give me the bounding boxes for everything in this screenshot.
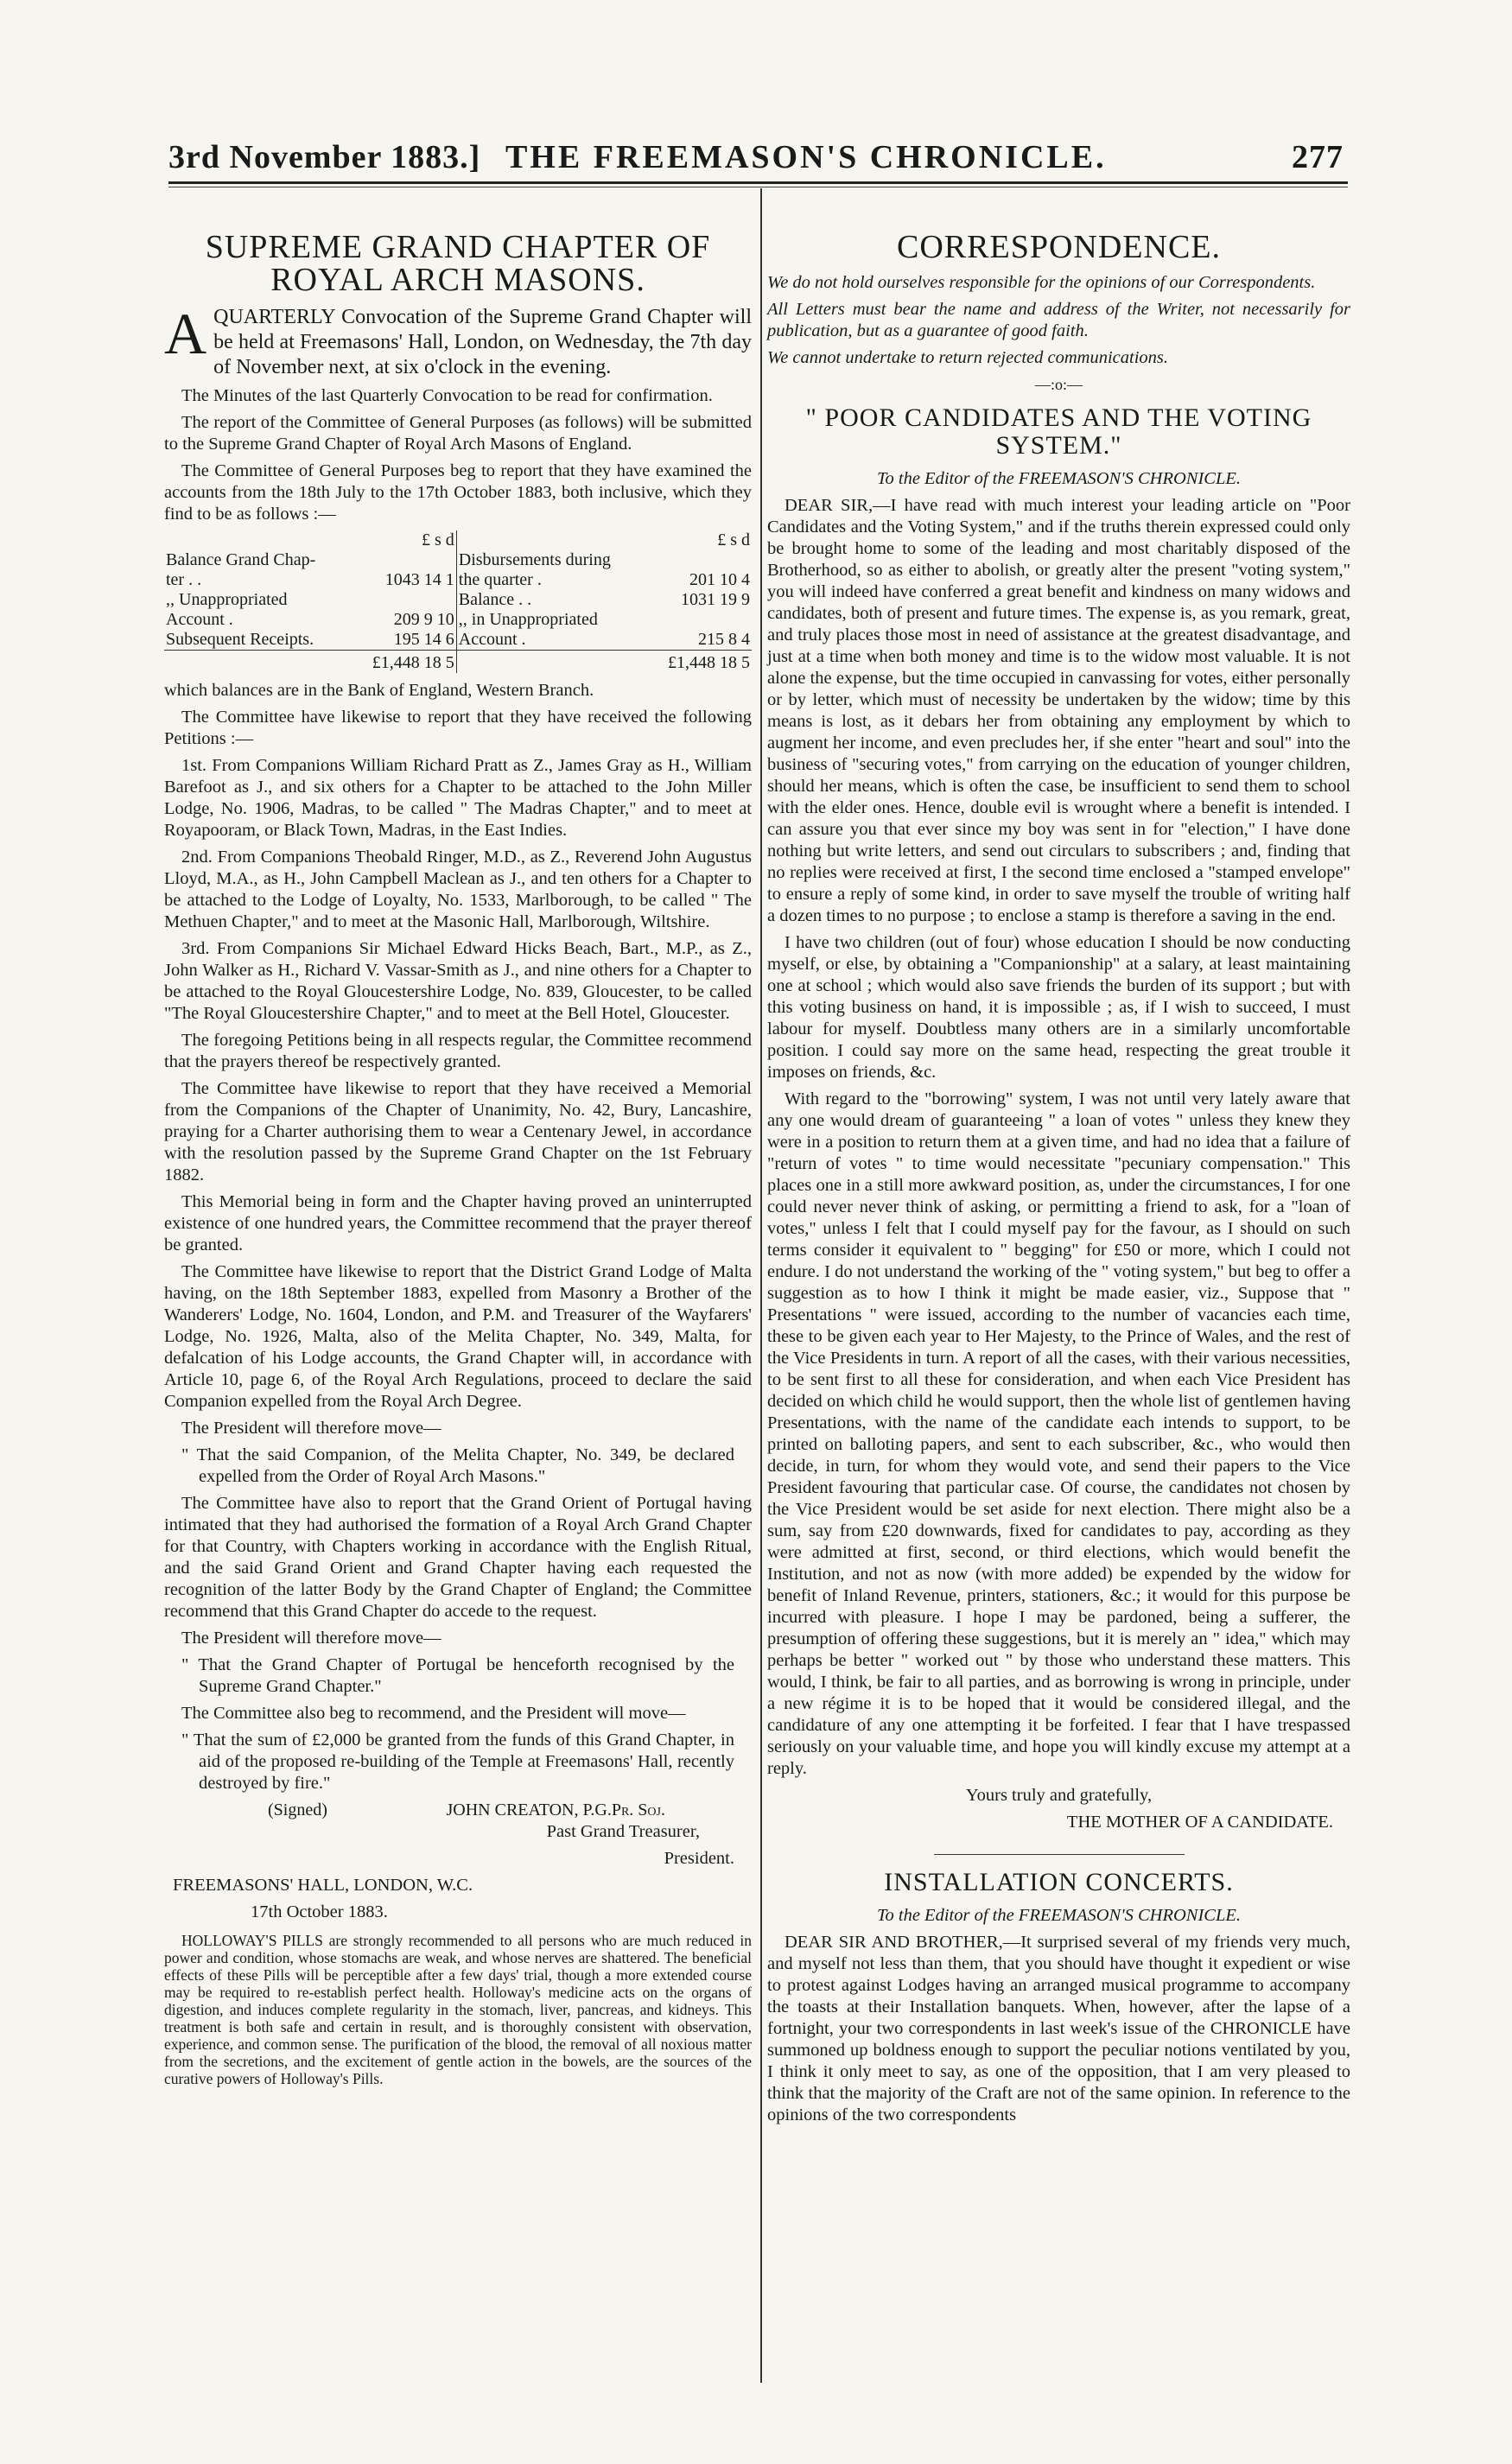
addressee: To the Editor of the FREEMASON'S CHRONICLE. [876, 1906, 1242, 1925]
page-number: 277 [1292, 139, 1344, 175]
paragraph: The Minutes of the last Quarterly Convocation to be read for confirmation. [181, 386, 713, 405]
letter-closing: Yours truly and gratefully, [965, 1786, 1153, 1805]
header-date: 3rd November 1883.] [168, 139, 481, 175]
signed-label: (Signed) [268, 1800, 327, 1819]
page-header [168, 138, 1344, 178]
paragraph: The Committee have likewise to report that the District Grand Lodge of Malta having, on the 18th September 1883, expelled from Masonry a Brother of the Wanderers' Lodge, No. 1604, London, and P.M. and Treasurer of the Wayfarers' Lodge, No. 1926, Malta, also of the Melita Chapter, No. 349, Malta, for defalcation of his Lodge accounts, the Grand Chapter will, in accordance with Article 10, page 6, of the Royal Arch Regulations, proceed to declare the said Companion expelled from the Royal Arch Degree. [164, 1262, 752, 1411]
column-divider [760, 188, 762, 2383]
accounts-total-right: £1,448 18 5 [647, 651, 752, 674]
accounts-row: Account . 209 9 10 ,, in Unappropriated [164, 610, 752, 630]
lead-paragraph: AQUARTERLY Convocation of the Supreme Grand Chapter will be held at Freemasons' Hall, London, on Wednesday, the 7th day of November next, at six o'clock in the evening. [164, 301, 752, 378]
separator-mark: —:o:— [1034, 376, 1083, 393]
header-title: THE FREEMASON'S CHRONICLE. [505, 139, 1107, 175]
left-column [164, 220, 752, 2092]
article-title-supreme-grand-chapter: SUPREME GRAND CHAPTER OF ROYAL ARCH MASONS. [205, 229, 711, 298]
letter-paragraph: With regard to the "borrowing" system, I was not until very lately aware that any one would dream of guaranteeing " a loan of votes " unless they knew they were in a position to return them at a given time, and had no idea that a failure of "return of votes " to time would necessitate "pecuniary compensation." This places one in a still more awkward position, as, under the circumstances, I for one could never never think of asking, or permitting a friend to ask, for a "loan of votes," unless I felt that I could myself pay for the favour, as I should on such terms consider it equivalent to " begging" for £50 or more, which I could not endure. I do not understand the working of the " voting system," but beg to offer a suggestion as to how I think it might be made easier, viz., Suppose that " Presentations " were issued, according to the number of vacancies each time, these to be given each year to Her Majesty, to the Prince of Wales, and the rest of the Vice Presidents in turn. A report of all the cases, with their various necessities, to be sent first to all these for consideration, and when each Vice President has decided on which child he would support, then the whole list of gentlemen having Presentations, with the name of the candidate each intends to support, to be printed on balloting papers, and sent to each subscriber, &c., who would then decide, in turn, for whom they would vote, and send their papers to the Vice President favouring that particular case. Of course, the candidates not chosen by the Vice President would be set aside for next election. There might also be a sum, say from £20 downwards, fixed for candidates to pay, according as they were admitted at first, second, or third elections, which would benefit the Institution, and not as now (with more added) be expended by the widow for benefit of Inland Revenue, printers, stationers, &c.; it would for this purpose be incurred with pleasure. I hope I may be pardoned, being a sufferer, the presumption of offering these suggestions, but it is merely an " idea," which may perhaps be better " worked out " by those who understand these matters. This would, I think, be fair to all parties, and as borrowing is wrong in principle, under a new régime it is to be hoped that it would be considered illegal, and the candidature of any one attempting it be forfeited. I fear that I have trespassed seriously on your valuable time, and hope you will kindly excuse my attempt at a reply. [767, 1089, 1350, 1778]
address-date: 17th October 1883. [251, 1902, 388, 1921]
editorial-notice: We cannot undertake to return rejected communications. [767, 348, 1168, 367]
signed-name: JOHN CREATON, P.G.Pr. Soj. [446, 1800, 665, 1819]
right-column [767, 220, 1350, 2131]
accounts-col-head-left: £ s d [421, 530, 454, 549]
header-rule [168, 181, 1348, 184]
accounts-row: Balance Grand Chap- Disbursements during [164, 550, 752, 570]
letter-signature: THE MOTHER OF A CANDIDATE. [1066, 1813, 1333, 1832]
paragraph: The President will therefore move— [181, 1629, 442, 1648]
accounts-col-head-right: £ s d [717, 530, 750, 549]
letter-paragraph: DEAR SIR AND BROTHER,—It surprised several of my friends very much, and myself not less than them, that you should have thought it expedient or wise to protest against Lodges having an arranged musical programme to accompany the toasts at their Installation banquets. When, however, after the lapse of a fortnight, your two correspondents in last week's issue of the CHRONICLE have summoned up boldness enough to support the peculiar notions ventilated by you, I think it only meet to say, as one of the opposition, that I am very pleased to think that the majority of the Craft are not of the same opinion. In reference to the opinions of the two correspondents [767, 1933, 1350, 2124]
letter-paragraph: DEAR SIR,—I have read with much interest your leading article on "Poor Candidates and the Voting System," and if the truths therein expressed could only be brought home to some of the leading and most charitably disposed of the Brotherhood, so as either to abolish, or greatly alter the present "voting system," you will indeed have conferred a great benefit and kindness on many widows and candidates, both of present and future times. The expense is, as you remark, great, and truly places those most in need of assistance at the greatest disadvantage, and just at a time when both money and time is to the widow most valuable. It is not alone the expense, but the time occupied in canvassing for votes, either personally or by letter, which must of necessity be undertaken by the widow; time by this means is lost, as it debars her from obtaining any employment by which to augment her income, and even precludes her, if she enter "heart and soul" into the business of "securing votes," from carrying on the education of younger children, should her means, which is often the case, be insufficient to send them to school with the elder ones. Hence, double evil is wrought where a benefit is intended. I can assure you that ever since my boy was sent in for "election," I have done nothing but write letters, and send out circulars to subscribers ; and, finding that no replies were received at first, I the second time enclosed a "stamped envelope" to ensure a reply of some kind, in order to save myself the trouble of writing half a dozen times to no purpose ; to enclose a stamp is therefore a saving in the end. [767, 496, 1350, 925]
section-title-correspondence: CORRESPONDENCE. [897, 229, 1221, 265]
editorial-notice: All Letters must bear the name and address of the Writer, not necessarily for publication, but as a guarantee of good faith. [767, 300, 1350, 340]
article-divider [934, 1854, 1185, 1855]
paragraph: The Committee have likewise to report that they have received a Memorial from the Companions of the Chapter of Unanimity, No. 42, Bury, Lancashire, praying for a Charter authorising them to wear a Centenary Jewel, in accordance with the resolution passed by the Supreme Grand Chapter on the 1st February 1882. [164, 1079, 752, 1184]
paragraph: The Committee have also to report that the Grand Orient of Portugal having intimated that they had authorised the formation of a Royal Arch Grand Chapter for that Country, with Chapters working in accordance with the English Ritual, and the said Grand Orient and Grand Chapter having each requested the recognition of the latter Body by the Grand Chapter of England; the Committee recommend that this Grand Chapter do accede to the request. [164, 1494, 752, 1621]
addressee: To the Editor of the FREEMASON'S CHRONICLE. [876, 469, 1242, 488]
drop-cap: A [164, 301, 207, 366]
paragraph: which balances are in the Bank of England, Western Branch. [164, 681, 594, 700]
advertisement-holloway: HOLLOWAY'S PILLS are strongly recommended to all persons who are much reduced in power and condition, whose stomachs are weak, and whose nerves are shattered. The beneficial effects of these Pills will be perceptible after a few days' trial, though a more extended course may be required to re-establish perfect health. Holloway's medicine acts on the organs of digestion, and induces complete regularity in the stomach, liver, pancreas, and kidneys. This treatment is both safe and certain in result, and is thoroughly consistent with observation, experience, and common sense. The purification of the blood, the removal of all noxious matter from the secretions, and the excitement of gentle action in the bowels, are the sources of the curative powers of Holloway's Pills. [164, 1932, 752, 2087]
address: FREEMASONS' HALL, LONDON, W.C. [173, 1876, 473, 1895]
accounts-row: ,, Unappropriated Balance . . 1031 19 9 [166, 590, 750, 609]
paragraph: The Committee of General Purposes beg to report that they have examined the accounts from the 18th July to the 17th October 1883, both inclusive, which they find to be as follows :— [164, 461, 752, 524]
signature-block [164, 1800, 752, 1821]
petition-2: 2nd. From Companions Theobald Ringer, M.D., as Z., Reverend John Augustus Lloyd, M.A., as H., John Campbell Maclean as J., and ten others for a Chapter to be attached to the Lodge of Loyalty, No. 1533, Marlborough, to be called " The Methuen Chapter," and to meet at the Masonic Hall, Marlborough, Wiltshire. [164, 848, 752, 931]
petition-1: 1st. From Companions William Richard Pratt as Z., James Gray as H., William Barefoot as J., and six others for a Chapter to be attached to the John Miller Lodge, No. 1906, Madras, to be called " The Madras Chapter," and to meet at Royapooram, or Black Town, Madras, in the East Indies. [164, 756, 752, 840]
paragraph: The foregoing Petitions being in all respects regular, the Committee recommend that the prayers thereof be respectively granted. [164, 1031, 752, 1071]
letter-paragraph: I have two children (out of four) whose education I should be now conducting myself, or else, by obtaining a "Companionship" at a salary, at least maintaining one at school ; which would also save friends the burden of its support ; but with this voting business on hand, it is impossible ; as, if I wish to succeed, I must labour for myself. Doubtless many others are in a similarly uncomfortable position. I could say more on the same head, respecting the great trouble it imposes on friends, &c. [767, 933, 1350, 1082]
article-title-poor-candidates: " POOR CANDIDATES AND THE VOTING SYSTEM." [805, 403, 1312, 460]
petition-3: 3rd. From Companions Sir Michael Edward Hicks Beach, Bart., M.P., as Z., John Walker as H., Richard V. Vassar-Smith as J., and nine others for a Chapter to be attached to the Royal Gloucestershire Lodge, No. 839, Gloucester, to be called "The Royal Gloucestershire Chapter," and to meet at the Bell Hotel, Gloucester. [164, 939, 752, 1023]
accounts-row: Subsequent Receipts. 195 14 6 Account . 215 8 4 [166, 630, 750, 649]
accounts-table [164, 530, 752, 673]
signed-title: President. [664, 1849, 734, 1868]
paragraph: The Committee also beg to recommend, and the President will move— [181, 1704, 686, 1723]
motion-quote: " That the said Companion, of the Melita Chapter, No. 349, be declared expelled from the Order of Royal Arch Masons." [181, 1445, 734, 1486]
accounts-total-left: £1,448 18 5 [352, 651, 457, 674]
accounts-total-row [164, 651, 752, 674]
paragraph: The Committee have likewise to report that they have received the following Petitions :— [164, 708, 752, 748]
accounts-header-row [164, 530, 752, 550]
paragraph: This Memorial being in form and the Chapter having proved an uninterrupted existence of one hundred years, the Committee recommend that the prayer thereof be granted. [164, 1192, 752, 1254]
signed-title: Past Grand Treasurer, [546, 1822, 700, 1841]
article-title-installation-concerts: INSTALLATION CONCERTS. [884, 1868, 1234, 1896]
paragraph: The President will therefore move— [181, 1419, 442, 1438]
motion-quote: " That the Grand Chapter of Portugal be henceforth recognised by the Supreme Grand Chapter." [181, 1655, 734, 1696]
paragraph: The report of the Committee of General Purposes (as follows) will be submitted to the Supreme Grand Chapter of Royal Arch Masons of England. [164, 413, 752, 454]
accounts-row: ter . . 1043 14 1 the quarter . 201 10 4 [166, 570, 750, 589]
editorial-notice: We do not hold ourselves responsible for the opinions of our Correspondents. [767, 273, 1316, 292]
motion-quote: " That the sum of £2,000 be granted from the funds of this Grand Chapter, in aid of the proposed re-building of the Temple at Freemasons' Hall, recently destroyed by fire." [181, 1731, 734, 1793]
